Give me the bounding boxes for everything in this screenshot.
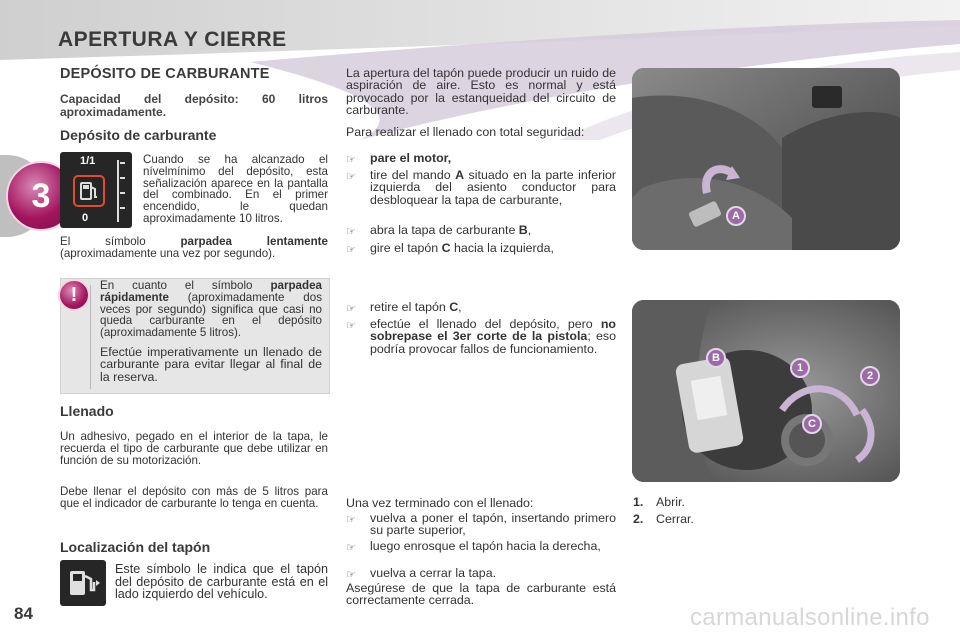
pointing-hand-icon: ☞ xyxy=(346,514,356,526)
gauge-description: Cuando se ha alcanzado el nívelmínimo del depósito, esta señalización aparece en la pantalla del combinado. En el primer encendido, le quedan aproximadamente 10 litros. xyxy=(143,153,328,225)
text-bold: no sobrepase el 3er corte de la pistola xyxy=(370,317,616,344)
text-bold: A xyxy=(455,168,465,182)
fill-paragraph-1: Un adhesivo, pegado en el interior de la tapa, le recuerda el tipo de carburante que debe utilizar en función de su motorización. xyxy=(60,430,328,467)
text-bold: pare el motor, xyxy=(370,151,452,165)
warning-divider xyxy=(90,285,91,389)
warning-text-1 xyxy=(100,280,322,339)
label-2: 2 xyxy=(860,366,880,386)
warning-icon: ! xyxy=(58,279,90,311)
chapter-tab xyxy=(0,155,51,237)
fuel-pump-icon xyxy=(60,560,106,606)
after-intro: Una vez terminado con el llenado: xyxy=(346,496,534,510)
fuel-cap-photo xyxy=(632,300,900,482)
label-b: B xyxy=(706,348,726,368)
step-remove-cap xyxy=(370,301,616,313)
text: gire el tapón xyxy=(370,241,442,255)
fill-subtitle: Llenado xyxy=(60,403,114,419)
location-subtitle: Localización del tapón xyxy=(60,539,211,555)
watermark: carmanualsonline.info xyxy=(690,604,930,631)
text-bold: B xyxy=(518,223,528,237)
text: (aproximadamente dos veces por segundo) significa que casi no queda carburante en el depósito (aproximadamente 5 litros). xyxy=(100,290,322,340)
page-header: APERTURA Y CIERRE xyxy=(58,28,287,51)
label-a: A xyxy=(726,206,746,226)
pointing-hand-icon: ☞ xyxy=(346,320,356,332)
step-stop-engine xyxy=(370,152,616,164)
intro-paragraph-2: Para realizar el llenado con total seguridad: xyxy=(346,125,585,139)
text: (aproximadamente una vez por segundo). xyxy=(60,246,276,260)
text-bold: C xyxy=(441,241,451,255)
page-number: 84 xyxy=(14,604,33,623)
intro-paragraph-1: La apertura del tapón puede producir un ruido de aspiración de aire. Esto es normal y está provocado por la estanqueidad del circuito de carburante. xyxy=(346,66,616,118)
legend-text-2: Cerrar. xyxy=(656,512,694,526)
gauge-bottom-label: 0 xyxy=(82,212,89,224)
pointing-hand-icon: ☞ xyxy=(346,226,356,238)
label-1: 1 xyxy=(790,358,810,378)
chapter-number: 3 xyxy=(6,161,76,231)
text: ; eso podría provocar fallos de funcionamiento. xyxy=(370,329,616,356)
pointing-hand-icon: ☞ xyxy=(346,244,356,256)
section-title: DEPÓSITO DE CARBURANTE xyxy=(60,66,270,82)
lever-photo xyxy=(632,68,900,250)
step-pull-lever xyxy=(370,169,616,206)
gauge-tick xyxy=(120,162,125,164)
text-bold: parpadea lentamente xyxy=(180,235,328,248)
text: efectúe el llenado del depósito, pero xyxy=(370,317,601,331)
blink-description xyxy=(60,236,328,260)
fuel-warning-icon xyxy=(73,175,105,207)
gauge-tick xyxy=(120,177,125,179)
legend-text-1: Abrir. xyxy=(656,495,685,509)
text: situado en la parte inferior izquierda del asiento conductor para desbloquear la tapa de carburante, xyxy=(370,168,616,207)
step-fill-tank xyxy=(370,318,616,355)
text: , xyxy=(527,223,532,237)
gauge-tick xyxy=(120,192,125,194)
location-description: Este símbolo le indica que el tapón del depósito de carburante está en el lado izquierdo del vehículo. xyxy=(115,562,328,602)
legend-number-1: 1. xyxy=(633,495,644,509)
text: retire el tapón xyxy=(370,300,450,314)
label-c: C xyxy=(802,414,822,434)
gauge-tick xyxy=(120,207,125,209)
after-step-2: luego enrosque el tapón hacia la derecha, xyxy=(370,539,601,553)
text: abra la tapa de carburante xyxy=(370,223,519,237)
text-bold: C xyxy=(449,300,459,314)
text: , xyxy=(458,300,462,314)
capacity-text: Capacidad del depósito: 60 litros aproximadamente. xyxy=(60,92,328,119)
legend-number-2: 2. xyxy=(633,512,644,526)
step-turn-cap xyxy=(370,242,616,254)
deposit-subtitle: Depósito de carburante xyxy=(60,127,217,143)
pointing-hand-icon: ☞ xyxy=(346,303,356,315)
text: En cuanto el símbolo xyxy=(100,279,271,292)
step-open-flap xyxy=(370,224,616,236)
after-step-1: vuelva a poner el tapón, insertando primero su parte superior, xyxy=(370,511,616,538)
fill-paragraph-2: Debe llenar el depósito con más de 5 litros para que el indicador de carburante lo tenga en cuenta. xyxy=(60,485,328,510)
pointing-hand-icon: ☞ xyxy=(346,171,356,183)
gauge-scale xyxy=(117,160,123,222)
after-step-3: vuelva a cerrar la tapa. xyxy=(370,566,497,580)
gauge-top-label: 1/1 xyxy=(80,155,96,167)
text: tire del mando xyxy=(370,168,456,182)
fuel-gauge-image xyxy=(60,152,132,228)
after-closing: Asegúrese de que la tapa de carburante está correctamente cerrada. xyxy=(346,581,616,608)
text-bold: parpadea rápidamente xyxy=(100,279,322,304)
text: El símbolo xyxy=(60,235,181,248)
pointing-hand-icon: ☞ xyxy=(346,154,356,166)
pointing-hand-icon: ☞ xyxy=(346,569,356,581)
text: hacia la izquierda, xyxy=(450,241,554,255)
warning-text-2: Efectúe imperativamente un llenado de carburante para evitar llegar al final de la reserva. xyxy=(100,345,322,384)
pointing-hand-icon: ☞ xyxy=(346,542,356,554)
